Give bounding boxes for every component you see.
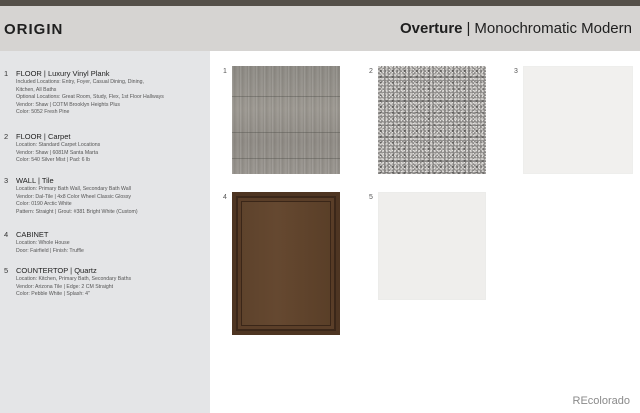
spec-detail: Location: Whole House <box>16 240 70 246</box>
swatch-number: 5 <box>369 194 373 201</box>
spec-detail: Vendor: Dal-Tile | 4x8 Color Wheel Classic Glossy <box>16 193 132 200</box>
spec-detail: Included Locations: Entry, Foyer, Casual Dining, Dining, <box>16 79 144 85</box>
swatch-number: 4 <box>223 194 227 201</box>
spec-item <box>0 230 210 255</box>
spec-detail: Pattern: Straight | Grout: #381 Bright White (Custom) <box>16 208 138 215</box>
spec-detail: Vendor: Shaw | 6081M Santa Marta <box>16 149 99 156</box>
spec-number: 3 <box>4 176 9 185</box>
spec-detail: Vendor: Arizona Tile | Edge: 2 CM Straight <box>16 283 114 290</box>
spec-detail: Kitchen, All Baths <box>16 86 57 93</box>
vinyl-plank-swatch <box>232 66 340 174</box>
swatch-number: 2 <box>369 68 373 75</box>
collection-style: Monochromatic Modern <box>474 20 632 37</box>
spec-detail: Color: 5052 Fresh Pine <box>16 109 70 116</box>
spec-number: 2 <box>4 132 9 141</box>
spec-detail: Location: Kitchen, Primary Bath, Secondary Baths <box>16 276 132 282</box>
cabinet-door-swatch <box>232 192 340 335</box>
spec-title: CABINET <box>16 230 49 239</box>
spec-item <box>0 132 210 165</box>
spec-detail: Color: Pebble White | Splash: 4" <box>16 291 90 298</box>
wall-tile-swatch <box>523 66 633 174</box>
spec-detail: Color: 0190 Arctic White <box>16 201 72 208</box>
spec-number: 1 <box>4 69 9 78</box>
brand-logo-text: ORIGIN <box>4 21 64 38</box>
watermark: REcolorado <box>572 395 630 407</box>
collection-name: Overture <box>399 20 463 37</box>
header-bar <box>0 0 640 51</box>
spec-detail: Door: Fairfield | Finish: Truffle <box>16 247 84 254</box>
spec-number: 5 <box>4 266 9 275</box>
collection-title <box>400 20 632 37</box>
spec-number: 4 <box>4 230 9 239</box>
swatch-number: 1 <box>223 68 227 75</box>
spec-sidebar <box>0 51 210 413</box>
swatch-number: 3 <box>514 68 518 75</box>
spec-title: FLOOR | Luxury Vinyl Plank <box>16 69 110 78</box>
spec-detail: Location: Standard Carpet Locations <box>16 142 101 148</box>
spec-detail: Vendor: Shaw | COTM Brooklyn Heights Plus <box>16 101 120 108</box>
spec-item <box>0 176 210 216</box>
spec-item <box>0 266 210 299</box>
spec-detail: Optional Locations: Great Room, Study, Flex, 1st Floor Hallways <box>16 94 164 101</box>
quartz-swatch <box>378 192 486 300</box>
spec-detail: Location: Primary Bath Wall, Secondary Bath Wall <box>16 186 131 192</box>
spec-detail: Color: 540 Silver Mist | Pad: 6 lb <box>16 157 91 164</box>
carpet-swatch <box>378 66 486 174</box>
spec-item <box>0 69 210 117</box>
collection-separator: | <box>466 20 471 37</box>
spec-title: COUNTERTOP | Quartz <box>16 266 97 275</box>
spec-title: WALL | Tile <box>16 176 54 185</box>
spec-title: FLOOR | Carpet <box>16 132 71 141</box>
